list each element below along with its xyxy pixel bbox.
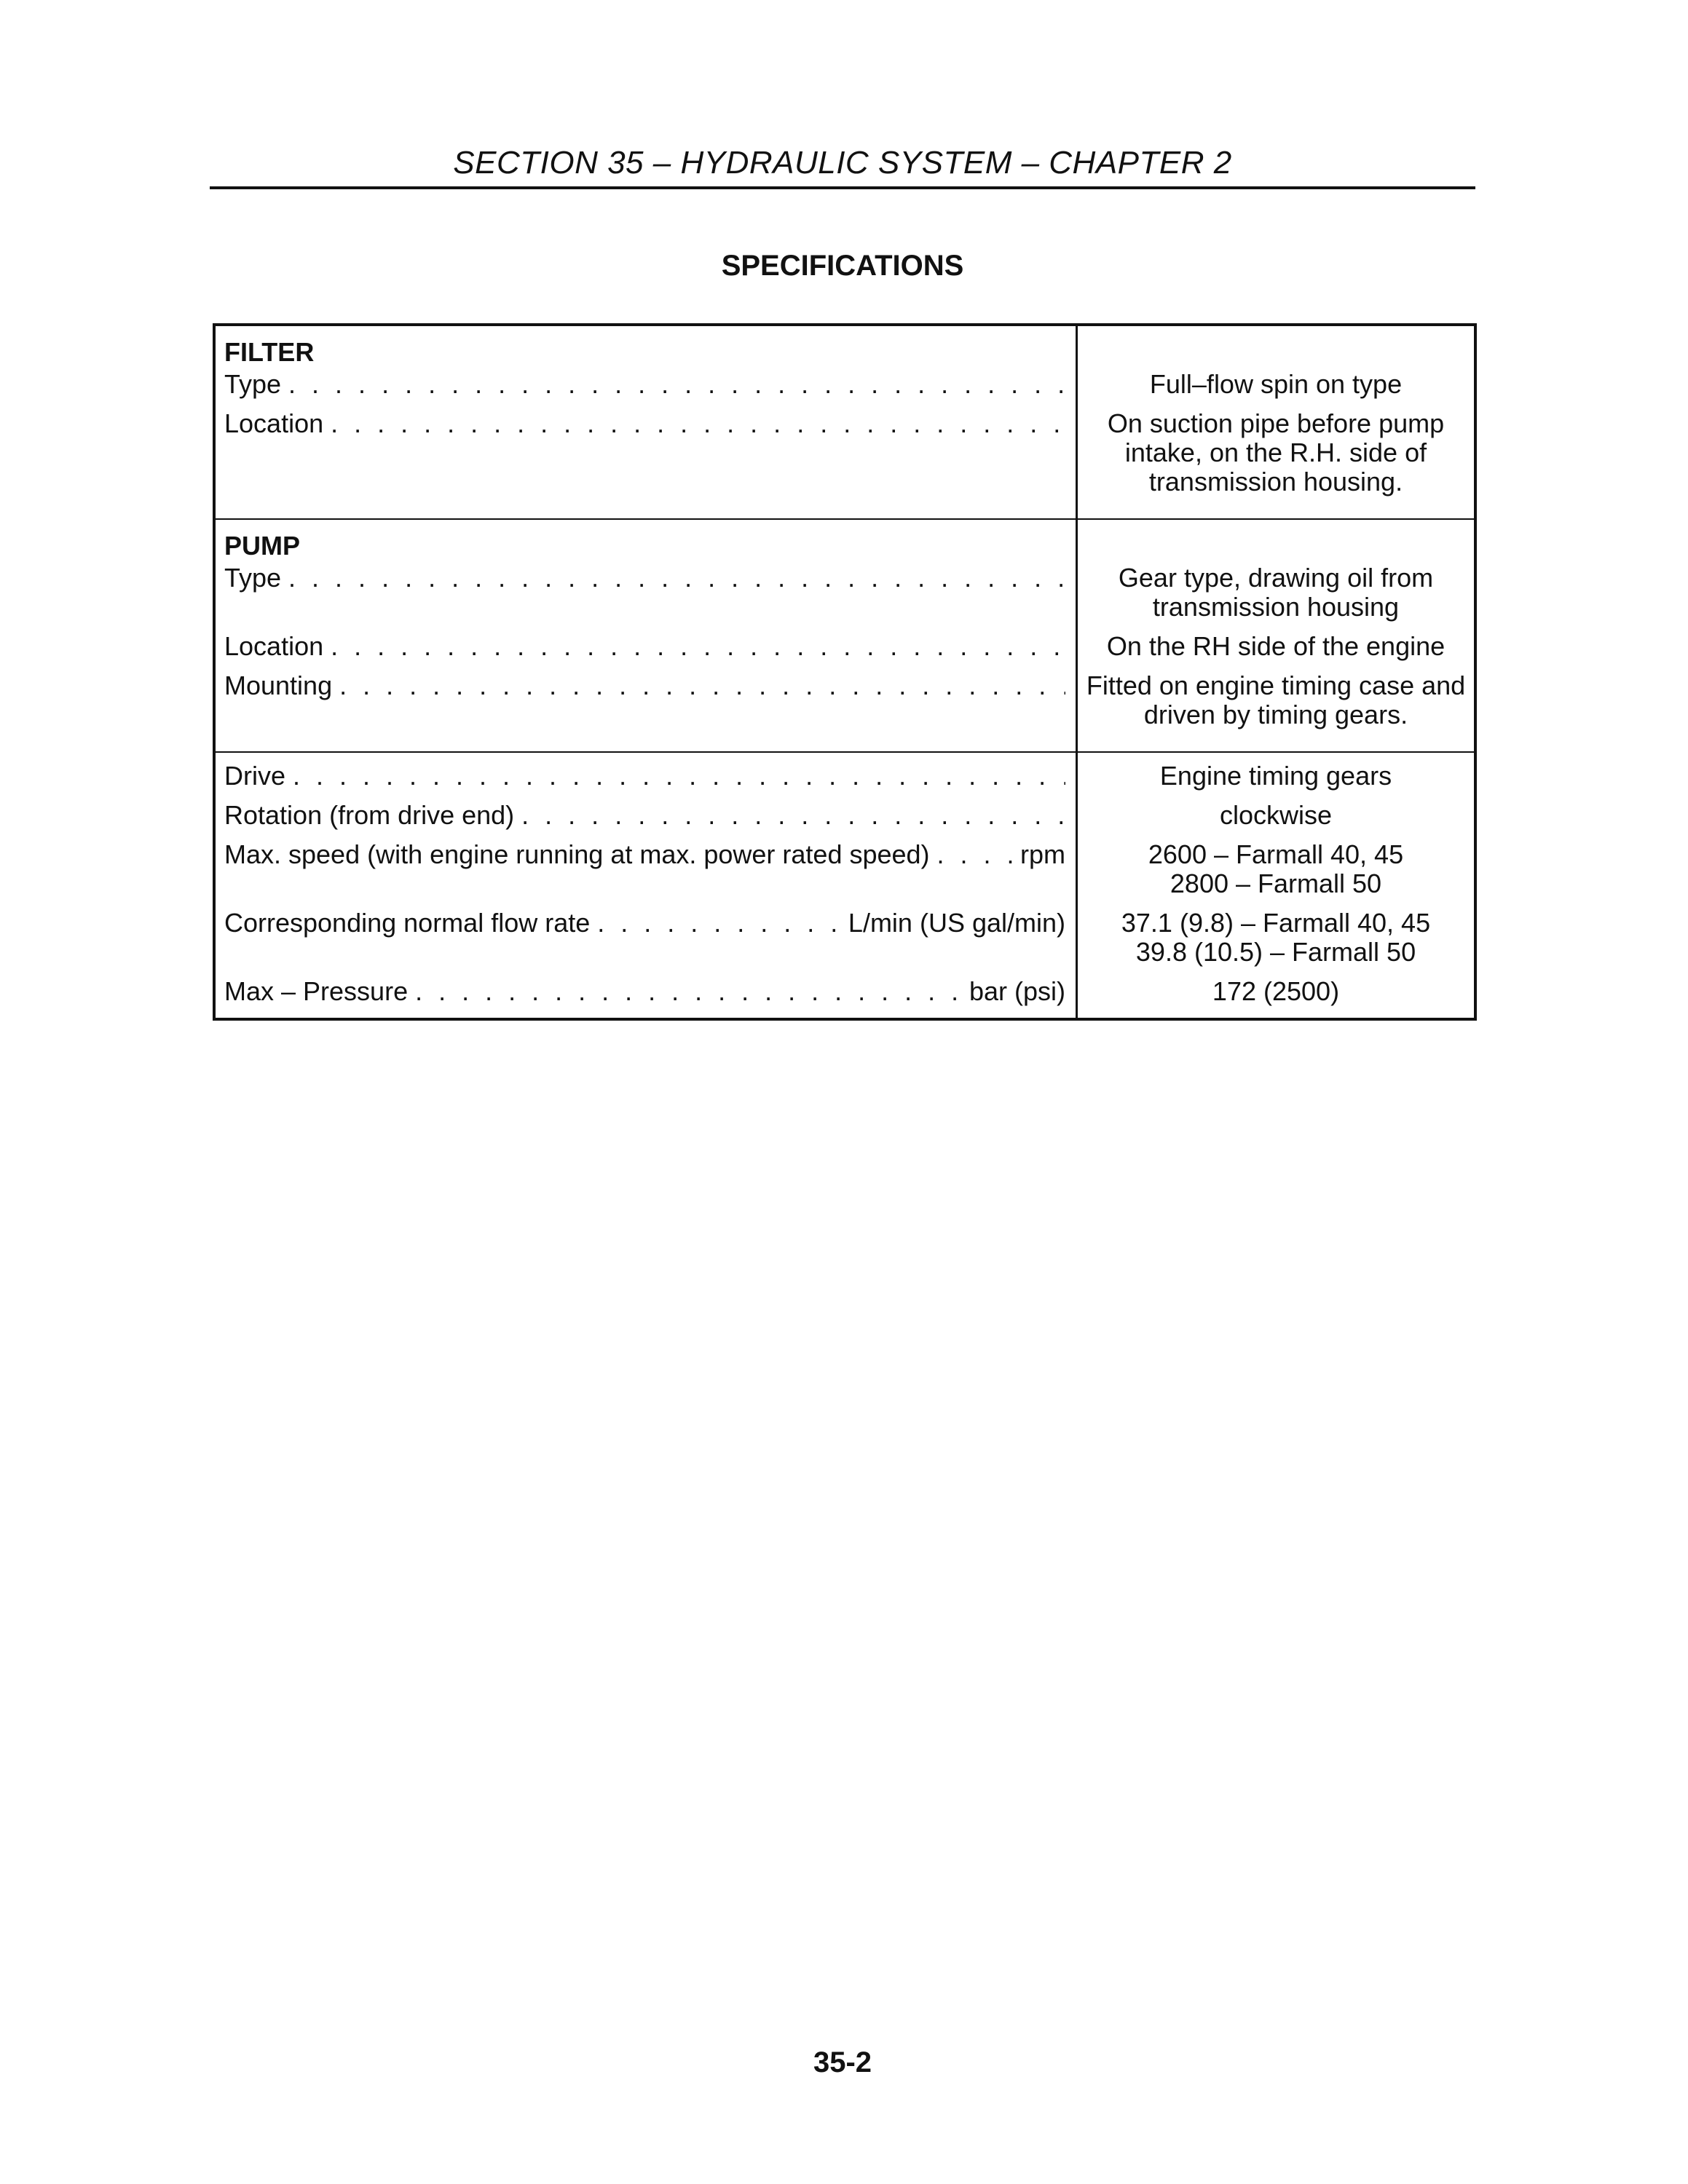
leader-dots — [331, 409, 1065, 438]
pressure-unit: bar (psi) — [969, 977, 1065, 1006]
rotation-value: clockwise — [1219, 800, 1333, 830]
pump-mounting-value: Fitted on engine timing case and driven by timing gears. — [1086, 670, 1466, 729]
pump-type-value: Gear type, drawing oil from transmission housing — [1118, 563, 1434, 622]
pump-type-label-row — [224, 563, 1065, 593]
pump-group — [216, 520, 1474, 753]
leader-dots — [293, 761, 1065, 791]
pressure-value: 172 (2500) — [1212, 976, 1340, 1006]
pump-type-label: Type — [224, 563, 282, 593]
leader-dots — [339, 671, 1065, 700]
specifications-table — [213, 323, 1477, 1021]
pump-mounting-label: Mounting — [224, 671, 333, 700]
page-title: SPECIFICATIONS — [721, 250, 964, 282]
leader-dots — [288, 370, 1065, 399]
pump-heading: PUMP — [224, 531, 301, 561]
pressure-label: Max – Pressure — [224, 977, 409, 1006]
pump-location-label: Location — [224, 632, 324, 661]
flow-label: Corresponding normal flow rate — [224, 909, 591, 938]
max-speed-label-row — [224, 840, 1065, 869]
section-header — [210, 143, 1475, 189]
filter-labels — [216, 326, 1078, 518]
drive-group — [216, 753, 1474, 1018]
leader-dots — [937, 840, 1013, 869]
filter-location-label: Location — [224, 409, 324, 438]
leader-dots — [597, 909, 841, 938]
max-speed-label: Max. speed (with engine running at max. power rated speed) — [224, 840, 930, 869]
filter-type-label-row — [224, 370, 1065, 399]
filter-type-value: Full–flow spin on type — [1149, 369, 1403, 399]
flow-unit: L/min (US gal/min) — [848, 909, 1065, 938]
leader-dots — [521, 801, 1065, 830]
leader-dots — [415, 977, 962, 1006]
filter-location-value: On suction pipe before pump intake, on the R.H. side of transmission housing. — [1107, 408, 1445, 496]
section-title: SECTION 35 – HYDRAULIC SYSTEM – CHAPTER 2 — [453, 145, 1232, 181]
drive-label-row — [224, 761, 1065, 791]
pressure-label-row — [224, 977, 1065, 1006]
pump-values — [1078, 520, 1474, 751]
pump-labels — [216, 520, 1078, 751]
flow-label-row — [224, 909, 1065, 938]
filter-values — [1078, 326, 1474, 518]
max-speed-value: 2600 – Farmall 40, 45 2800 – Farmall 50 — [1148, 839, 1404, 898]
pump-mounting-label-row — [224, 671, 1065, 700]
drive-label: Drive — [224, 761, 286, 791]
filter-group — [216, 326, 1474, 520]
pump-location-label-row — [224, 632, 1065, 661]
rotation-label: Rotation (from drive end) — [224, 801, 515, 830]
filter-heading: FILTER — [224, 337, 315, 367]
pump-location-value: On the RH side of the engine — [1106, 631, 1446, 661]
rotation-label-row — [224, 801, 1065, 830]
drive-value: Engine timing gears — [1159, 761, 1392, 791]
drive-labels — [216, 753, 1078, 1018]
filter-type-label: Type — [224, 370, 282, 399]
max-speed-unit: rpm — [1020, 840, 1065, 869]
leader-dots — [288, 563, 1065, 593]
page-number: 35-2 — [813, 2046, 872, 2078]
leader-dots — [331, 632, 1065, 661]
filter-location-label-row — [224, 409, 1065, 438]
drive-values — [1078, 753, 1474, 1018]
flow-value: 37.1 (9.8) – Farmall 40, 45 39.8 (10.5) – Farmall 50 — [1121, 908, 1431, 967]
